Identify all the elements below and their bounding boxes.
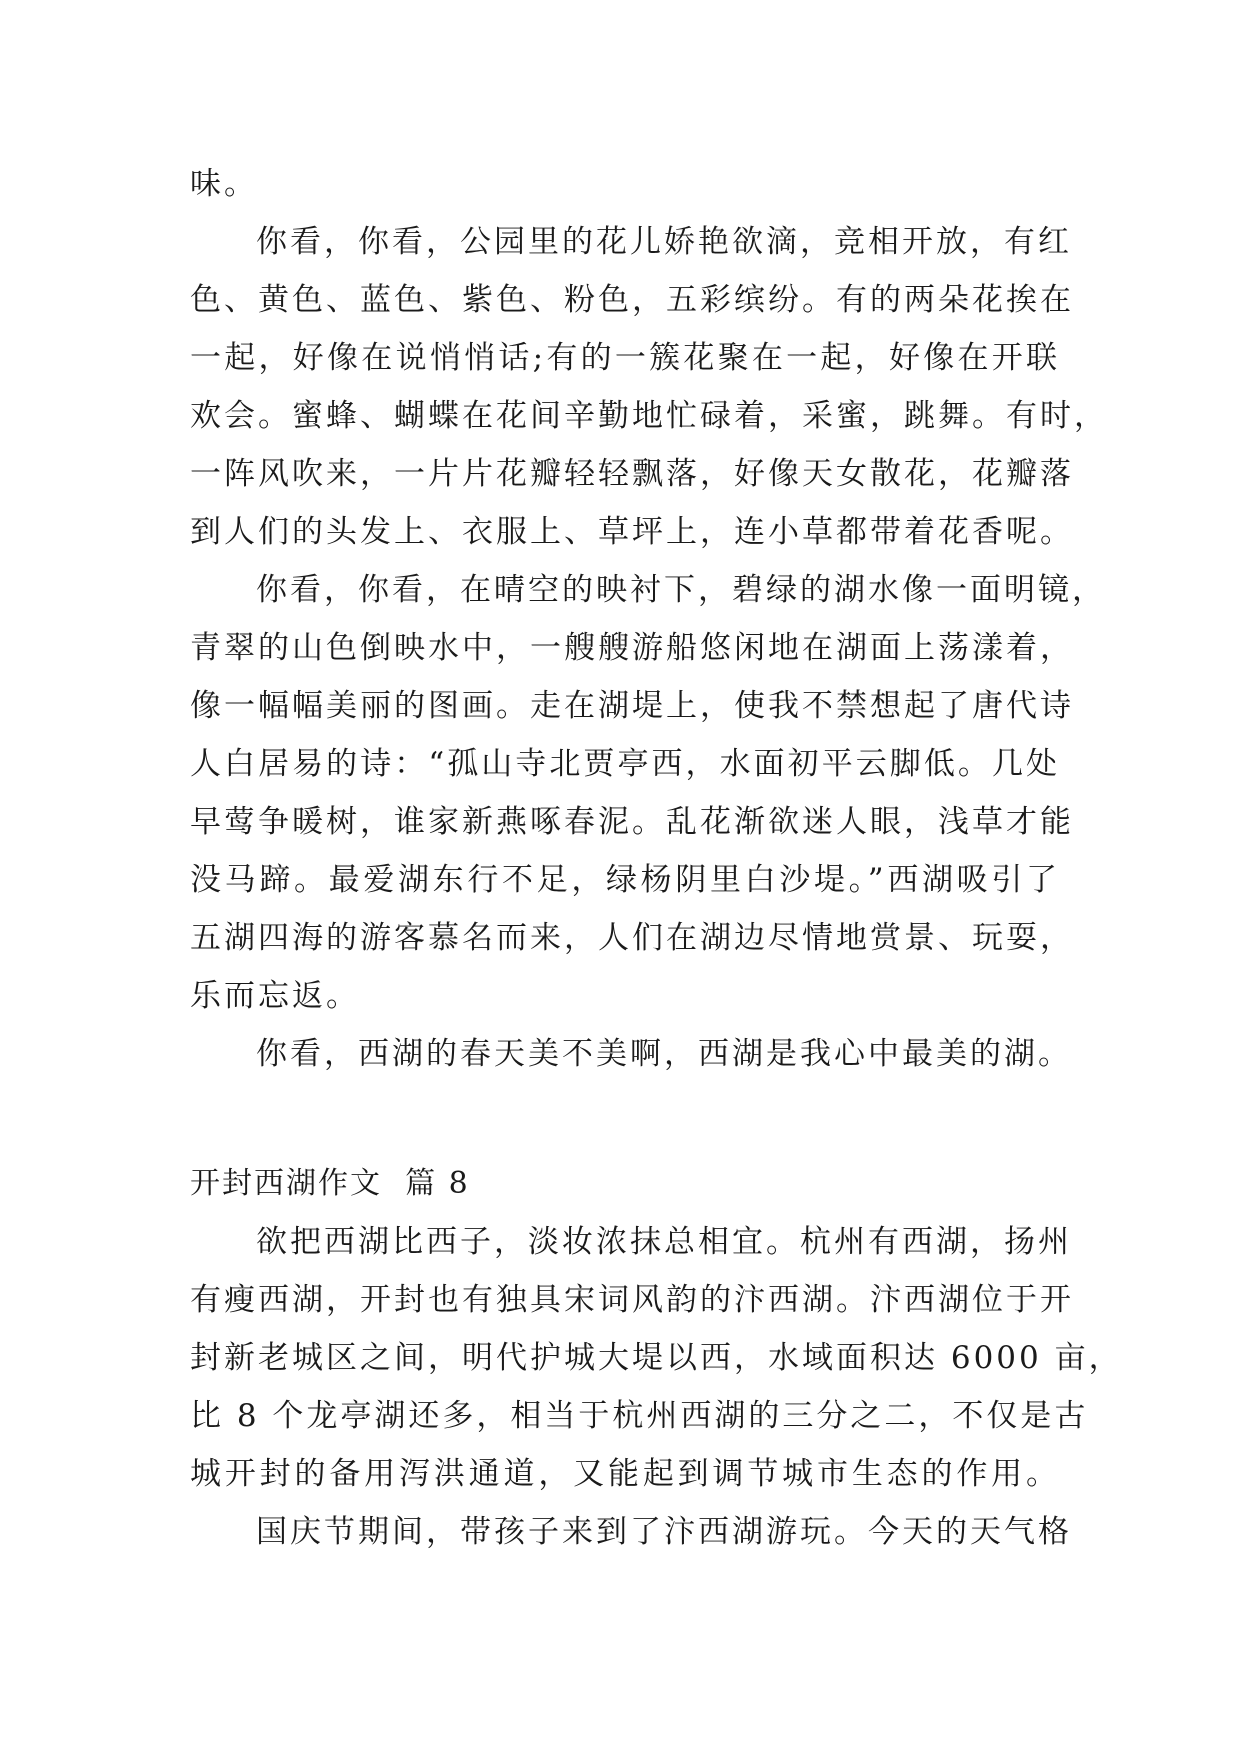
paragraph-line: 青翠的山色倒映水中，一艘艘游船悠闲地在湖面上荡漾着， xyxy=(190,630,1074,666)
paragraph-line: 五湖四海的游客慕名而来，人们在湖边尽情地赏景、玩耍， xyxy=(190,920,1074,956)
paragraph-line: 有瘦西湖，开封也有独具宋词风韵的汴西湖。汴西湖位于开 xyxy=(190,1282,1074,1318)
paragraph-line: 早莺争暖树，谁家新燕啄春泥。乱花渐欲迷人眼，浅草才能 xyxy=(190,804,1074,840)
paragraph-line: 欢会。蜜蜂、蝴蝶在花间辛勤地忙碌着，采蜜，跳舞。有时， xyxy=(190,398,1108,434)
section-spacer xyxy=(190,1083,1060,1155)
paragraph-line: 欲把西湖比西子，淡妆浓抹总相宜。杭州有西湖，扬州 xyxy=(256,1224,1072,1260)
paragraph-line: 乐而忘返。 xyxy=(190,978,360,1014)
paragraph-line: 城开封的备用泻洪通道，又能起到调节城市生态的作用。 xyxy=(190,1456,1060,1492)
paragraph-line: 一起，好像在说悄悄话;有的一簇花聚在一起，好像在开联 xyxy=(190,340,1060,376)
paragraph-line: 比 8 个龙亭湖还多，相当于杭州西湖的三分之二，不仅是古 xyxy=(190,1398,1089,1434)
document-body xyxy=(190,155,1123,1561)
paragraph-line: 你看，你看，在晴空的映衬下，碧绿的湖水像一面明镜， xyxy=(256,572,1106,608)
paragraph-line: 人白居易的诗：“孤山寺北贾亭西，水面初平云脚低。几处 xyxy=(190,746,1060,782)
paragraph-line: 像一幅幅美丽的图画。走在湖堤上，使我不禁想起了唐代诗 xyxy=(190,688,1074,724)
paragraph xyxy=(190,561,1106,1025)
paragraph-line: 封新老城区之间，明代护城大堤以西，水域面积达 6000 亩， xyxy=(190,1340,1123,1376)
paragraph-line: 没马蹄。最爱湖东行不足，绿杨阴里白沙堤。”西湖吸引了 xyxy=(190,862,1060,898)
paragraph-line: 色、黄色、蓝色、紫色、粉色，五彩缤纷。有的两朵花挨在 xyxy=(190,282,1074,318)
section-title: 开封西湖作文 篇 8 xyxy=(190,1166,470,1201)
paragraph-line: 你看，你看，公园里的花儿娇艳欲滴，竞相开放，有红 xyxy=(256,224,1072,260)
paragraph-line: 味。 xyxy=(190,166,258,202)
paragraph xyxy=(190,1213,1123,1503)
paragraph xyxy=(190,1503,1072,1561)
paragraph-line: 你看，西湖的春天美不美啊，西湖是我心中最美的湖。 xyxy=(256,1036,1072,1072)
paragraph-line: 国庆节期间，带孩子来到了汴西湖游玩。今天的天气格 xyxy=(256,1514,1072,1550)
paragraph-line: 到人们的头发上、衣服上、草坪上，连小草都带着花香呢。 xyxy=(190,514,1074,550)
paragraph xyxy=(190,213,1108,561)
paragraph xyxy=(190,1025,1072,1083)
paragraph-line: 一阵风吹来，一片片花瓣轻轻飘落，好像天女散花，花瓣落 xyxy=(190,456,1074,492)
